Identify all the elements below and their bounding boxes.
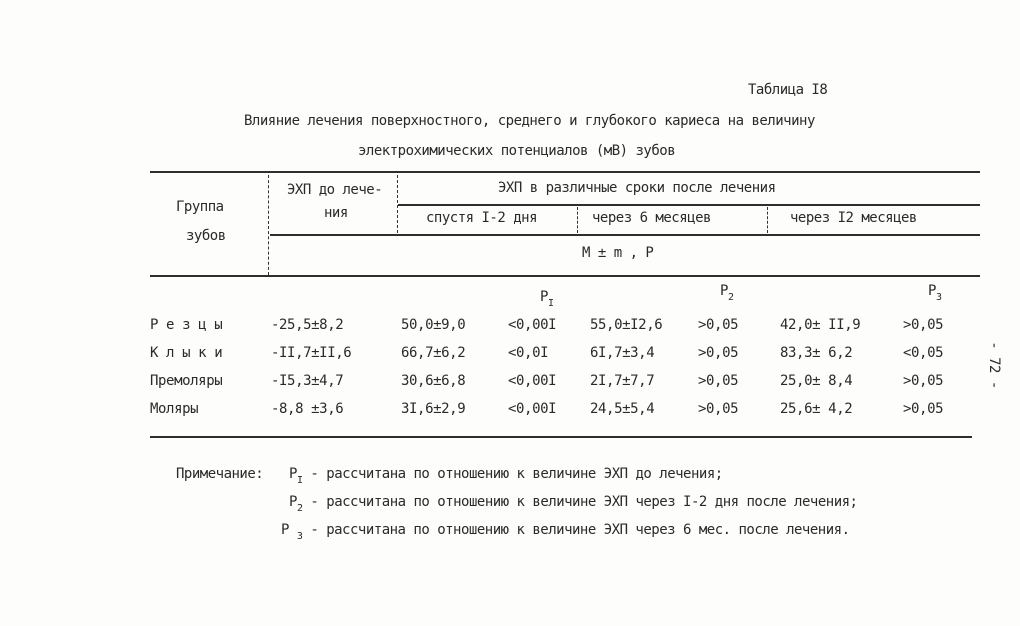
cell-term3: 42,0± II,9 bbox=[780, 317, 861, 333]
note-1: $P_I$ - рассчитана по отношению к величине ЭХП до лечения; bbox=[289, 466, 723, 486]
col-divider-group bbox=[268, 175, 269, 275]
cell-p1: <0,00I bbox=[508, 401, 557, 417]
cell-group: Моляры bbox=[150, 401, 199, 417]
cell-p2: >0,05 bbox=[698, 317, 739, 333]
cell-p3: >0,05 bbox=[903, 373, 944, 389]
cell-term2: 24,5±5,4 bbox=[590, 401, 655, 417]
header-term-3: через I2 месяцев bbox=[790, 210, 917, 226]
header-ehp-before-line2: ния bbox=[324, 205, 348, 221]
cell-p2: >0,05 bbox=[698, 345, 739, 361]
cell-term2: 55,0±I2,6 bbox=[590, 317, 663, 333]
cell-term2: 2I,7±7,7 bbox=[590, 373, 655, 389]
p2-heading: $P_2$ bbox=[720, 283, 734, 303]
header-group-line1: Группа bbox=[176, 199, 224, 215]
cell-group: Р е з ц ы bbox=[150, 317, 223, 333]
header-group-line2: зубов bbox=[186, 228, 226, 244]
cell-p1: <0,0I bbox=[508, 345, 549, 361]
cell-before: -25,5±8,2 bbox=[271, 317, 344, 333]
cell-p3: >0,05 bbox=[903, 401, 944, 417]
cell-p3: >0,05 bbox=[903, 317, 944, 333]
cell-group: К л ы к и bbox=[150, 345, 223, 361]
cell-term2: 6I,7±3,4 bbox=[590, 345, 655, 361]
terms-rule bbox=[398, 204, 980, 206]
table-top-rule bbox=[150, 171, 980, 173]
cell-term1: 3I,6±2,9 bbox=[401, 401, 466, 417]
table-bottom-rule bbox=[150, 436, 972, 438]
table-title-line1: Влияние лечения поверхностного, среднего и глубокого кариеса на величину bbox=[244, 113, 815, 129]
cell-p2: >0,05 bbox=[698, 373, 739, 389]
header-stats: M ± m , P bbox=[582, 245, 654, 261]
cell-p2: >0,05 bbox=[698, 401, 739, 417]
cell-term1: 66,7±6,2 bbox=[401, 345, 466, 361]
table-label: Таблица I8 bbox=[748, 82, 828, 98]
table-title-line2: электрохимических потенциалов (мВ) зубов bbox=[358, 143, 676, 159]
cell-before: -8,8 ±3,6 bbox=[271, 401, 344, 417]
cell-term3: 83,3± 6,2 bbox=[780, 345, 853, 361]
page-number: - 72 - bbox=[986, 341, 1002, 389]
col-divider-term1 bbox=[577, 207, 578, 233]
cell-term1: 50,0±9,0 bbox=[401, 317, 466, 333]
col-divider-before bbox=[397, 175, 398, 233]
cell-term3: 25,6± 4,2 bbox=[780, 401, 853, 417]
cell-p1: <0,00I bbox=[508, 317, 557, 333]
cell-term1: 30,6±6,8 bbox=[401, 373, 466, 389]
header-term-1: спустя I-2 дня bbox=[426, 210, 538, 226]
p3-heading: $P_3$ bbox=[928, 283, 942, 303]
col-divider-term2 bbox=[767, 207, 768, 233]
header-ehp-terms: ЭХП в различные сроки после лечения bbox=[498, 180, 776, 196]
cell-before: -I5,3±4,7 bbox=[271, 373, 344, 389]
cell-p1: <0,00I bbox=[508, 373, 557, 389]
cell-p3: <0,05 bbox=[903, 345, 944, 361]
cell-term3: 25,0± 8,4 bbox=[780, 373, 853, 389]
cell-group: Премоляры bbox=[150, 373, 223, 389]
header-ehp-before-line1: ЭХП до лече- bbox=[287, 182, 383, 198]
stats-rule bbox=[270, 234, 980, 236]
header-term-2: через 6 месяцев bbox=[592, 210, 711, 226]
header-bottom-rule bbox=[150, 275, 980, 277]
cell-before: -II,7±II,6 bbox=[271, 345, 352, 361]
note-2: $P_2$ - рассчитана по отношению к величине ЭХП через I-2 дня после лечения; bbox=[289, 494, 858, 514]
p1-heading: $P_I$ bbox=[540, 289, 554, 309]
note-label: Примечание: bbox=[176, 466, 264, 482]
note-3: P $_3$ - рассчитана по отношению к величине ЭХП через 6 мес. после лечения. bbox=[281, 522, 850, 542]
